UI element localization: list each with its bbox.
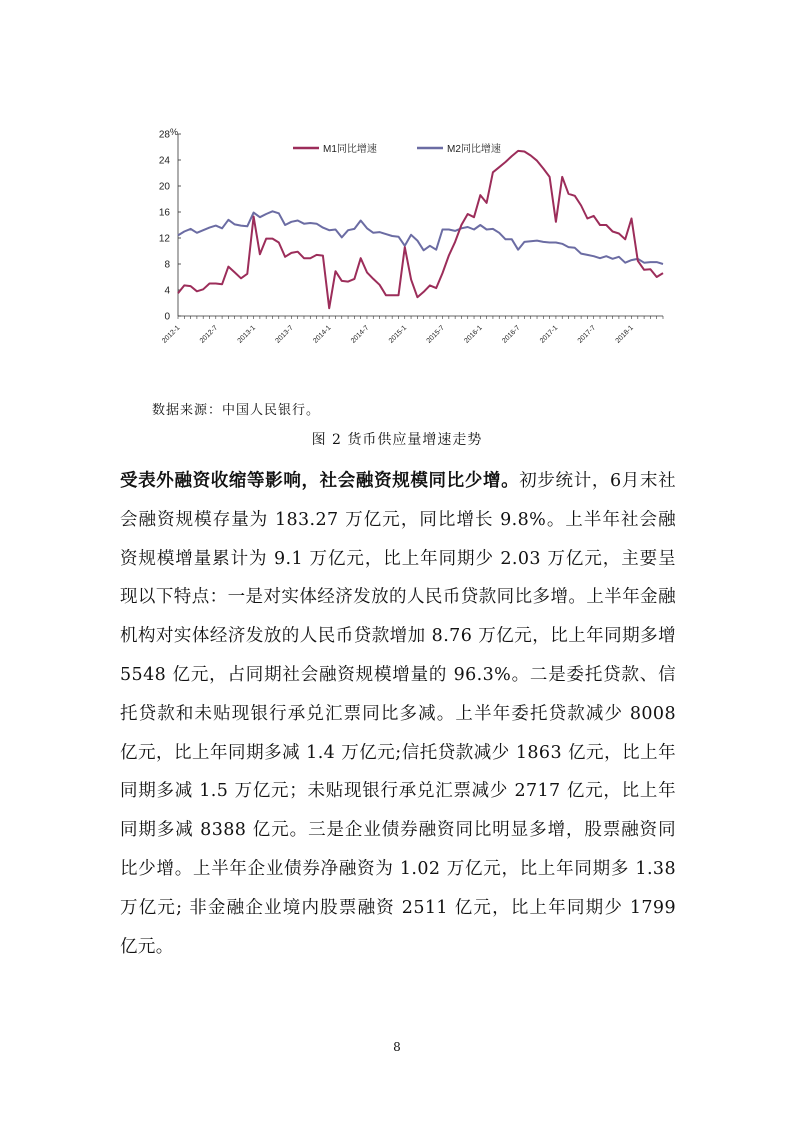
x-tick-label: 2017-1 [538, 324, 560, 345]
paragraph-body: 初步统计，6月末社会融资规模存量为 183.27 万亿元，同比增长 9.8%。上半年社会融资规模增量累计为 9.1 万亿元，比上年同期少 2.03 万亿元，主要呈现以下特点：一是对实体经济发放的人民币贷款同比多增。上半年金融机构对实体经济发放的人民币贷款增加 8.76 万亿元，比上年同期多增 5548 亿元，占同期社会融资规模增量的 96.3%。二是委托贷款、信托贷款和未贴现银行承兑汇票同比多减。上半年委托贷款减少 8008 亿元，比上年同期多减 1.4 万亿元;信托贷款减少 1863 亿元，比上年同期多减 1.5 万亿元；未贴现银行承兑汇票减少 2717 亿元，比上年同期多减 8388 亿元。三是企业债券融资同比明显多增，股票融资同比少增。上半年企业债券净融资为 1.02 万亿元，比上年同期多 1.38 万亿元; 非金融企业境内股票融资 2511 亿元，比上年同期少 1799 亿元。 [120, 471, 676, 957]
figure-caption: 图 2 货币供应量增速走势 [311, 432, 483, 448]
x-tick-label: 2013-7 [274, 324, 295, 345]
y-tick-label: 8 [164, 259, 170, 271]
y-tick-label: 4 [164, 285, 170, 297]
y-tick-label: 0 [164, 311, 170, 323]
x-tick-label: 2015-7 [425, 324, 446, 345]
money-supply-chart [120, 120, 680, 390]
paragraph-lead: 受表外融资收缩等影响，社会融资规模同比少增。 [120, 471, 520, 491]
y-tick-label: 28 [158, 129, 170, 141]
x-tick-label: 2017-7 [576, 324, 598, 345]
page-number: 8 [393, 1040, 401, 1054]
chart-legend [293, 142, 501, 155]
x-tick-label: 2012-7 [198, 324, 220, 345]
legend-label-1: M1同比增速 [323, 144, 377, 155]
chart-series [178, 151, 663, 308]
y-unit-label: % [170, 127, 179, 137]
data-source-note: 数据来源：中国人民银行。 [152, 403, 321, 418]
y-tick-label: 16 [158, 207, 170, 219]
x-tick-label: 2015-1 [387, 324, 409, 345]
x-tick-label: 2018-1 [614, 324, 635, 345]
x-tick-label: 2012-1 [161, 324, 182, 345]
x-tick-label: 2016-1 [463, 324, 484, 345]
x-tick-label: 2014-1 [312, 324, 333, 345]
x-tick-label: 2014-7 [350, 324, 371, 345]
series-line-1 [178, 151, 663, 308]
x-tick-label: 2013-1 [236, 324, 257, 345]
y-tick-label: 12 [158, 233, 170, 245]
y-tick-label: 24 [158, 155, 170, 167]
y-tick-label: 20 [158, 181, 170, 193]
x-tick-label: 2016-7 [501, 324, 522, 345]
body-paragraph [120, 462, 676, 966]
legend-label-2: M2同比增速 [447, 144, 501, 155]
